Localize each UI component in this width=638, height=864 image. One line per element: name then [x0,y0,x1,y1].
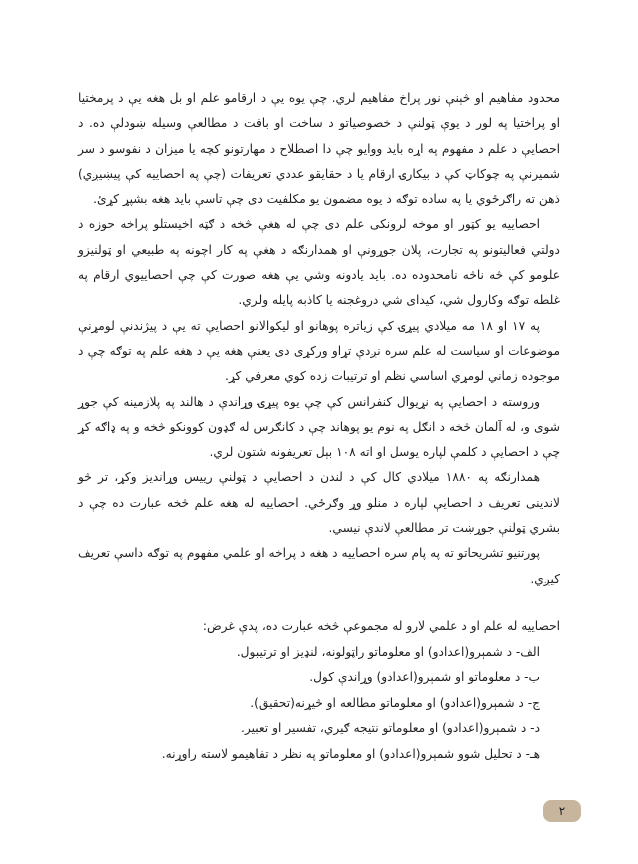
paragraph-1: محدود مفاهيم او څېنې نور پراخ مفاهيم لري. چې يوه يې د ارقامو علم او بل هغه يې د پرمختيا او پراختيا په لور د يوې ټولنې د خصوصياتو د ساخت او بافت د مطالعې وسيله ښودلې ده. د احصايې د علم د مفهوم په اړه بايد ووايو چې دا اصطلاح د مهارتونو کچه يا ميزان د نفوسو د سر شميرنې په چوکاټ کې د بيکارۍ ارقام يا د حقايقو عددي تعريفات (چې په احصاييه کې پيښيږي) ذهن ته راګرځوي يا په ساده توګه د يوه مضمون يو مکلفيت دی چې تاسې بايد هغه بشپړ کړئ. [78,91,560,207]
body-text [78,86,560,592]
paragraph-3: په ۱۷ او ۱۸ مه ميلادي پيړۍ کې زياتره پوهانو او ليکوالانو احصايې ته يې د پيژندنې لومړنې موضوعات او سياست له علم سره نږدې تړاو ورکړی دی يعنې هغه يې د هغه علم په توګه چې د موجوده زماني لومړي اساسي نظم او ترتيبات زده کوي معرفي کړ. [78,318,560,384]
definition-list [78,640,560,768]
paragraph-4: وروسته د احصايې په نړيوال کنفرانس کې چې يوه پيړۍ وړاندې د هالند په پلازمينه کې جوړ شوی و، له آلمان څخه د انګل په نوم يو پوهاند چې د کانګرس له ګډون کوونکو څخه و په ډاګه کړ چې د احصايې د کلمې لپاره يوسل او اته ۱۰۸ بېل تعريفونه شتون لري. [78,394,560,460]
list-item: ج- د شمېرو(اعدادو) او معلوماتو مطالعه او څيړنه(تحقيق). [250,695,540,710]
list-item: د- د شمېرو(اعدادو) او معلوماتو نتيجه ګيري، تفسير او تعبير. [240,721,540,736]
list-item: هـ- د تحليل شوو شمېرو(اعدادو) او معلوماتو په نظر د تفاهيمو لاسته راوړنه. [161,746,540,761]
list-item: الف- د شمېرو(اعدادو) او معلوماتو راټولونه، لنډيز او ترتيبول. [236,644,540,659]
paragraph-5: همدارنګه په ۱۸۸۰ ميلادي کال کې د لندن د احصايې د ټولنې رييس وړانديز وکړ، تر څو لاندينی تعريف د احصايې لپاره د منلو وړ وګرځي. احصاييه له هغه علم څخه عبارت ده چې د بشري ټولنې جوړښت تر مطالعې لاندې نيسي. [78,470,560,536]
definition-intro: احصاييه له علم او د علمي لارو له مجموعې څخه عبارت ده، پدې غرض: [202,619,560,633]
paragraph-6: پورتنيو تشريحاتو ته په پام سره احصاييه د هغه د پراخه او علمي مفهوم په توګه داسې تعريف کيږي. [78,546,560,586]
list-item: ب- د معلوماتو او شمېرو(اعدادو) وړاندې کول. [309,670,540,685]
page-number-badge: ۲ [543,800,581,822]
definition-section [78,614,560,768]
paragraph-2: احصاييه يو کټور او موخه لرونکی علم دی چې له هغې څخه د ګټه اخيستلو پراخه حوزه د دولتي فعاليتونو په تجارت، پلان جوړونې او همدارنګه د هغې په کار اچونه په طبيعي او ټولنيزو علومو کې څه ناڅه نامحدوده ده. بايد يادونه وشي يې هغه صورت کې چې احصاييوي ارقام په غلطه توګه وکارول شي، کيدای شي دروغجنه يا کاذبه پايله ولري. [78,217,560,308]
